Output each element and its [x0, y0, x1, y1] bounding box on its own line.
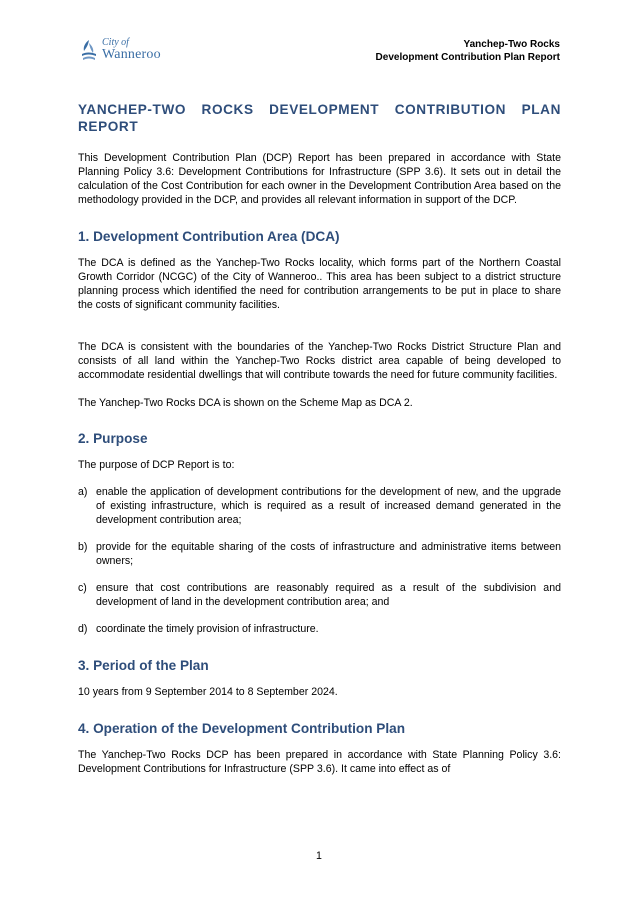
city-logo-mark-icon [80, 39, 98, 63]
list-item-marker: a) [78, 486, 88, 498]
page-number: 1 [316, 850, 322, 862]
list-item-text: provide for the equitable sharing of the costs of infrastructure and administrative items between owners; [96, 541, 561, 567]
section-2-heading: 2. Purpose [78, 431, 148, 446]
header-line-1: Yanchep-Two Rocks [463, 39, 560, 50]
list-item-text: ensure that cost contributions are reasonably required as a result of the subdivision and development of land in the development contribution area; and [96, 582, 561, 608]
page-title: YANCHEP-TWO ROCKS DEVELOPMENT CONTRIBUTION PLAN REPORT [78, 102, 561, 134]
section-4-heading: 4. Operation of the Development Contribution Plan [78, 721, 406, 736]
list-item [78, 540, 561, 568]
section-1-paragraph-3: The Yanchep-Two Rocks DCA is shown on the Scheme Map as DCA 2. [78, 397, 413, 409]
section-1-paragraph-2: The DCA is consistent with the boundaries of the Yanchep-Two Rocks District Structure Plan and consists of all land within the Yanchep-Two Rocks district area capable of being developed to accommodate residential dwellings that will contribute towards the need for future community facilities. [78, 341, 561, 381]
section-4-paragraph: The Yanchep-Two Rocks DCP has been prepared in accordance with State Planning Policy 3.6: Development Contributions for Infrastructure (SPP 3.6). It came into effect as of [78, 749, 561, 775]
section-3-heading: 3. Period of the Plan [78, 658, 209, 673]
list-item [78, 581, 561, 609]
city-logo [80, 38, 190, 64]
section-2-lead: The purpose of DCP Report is to: [78, 459, 235, 471]
list-item-text: coordinate the timely provision of infrastructure. [96, 623, 319, 635]
list-item-marker: c) [78, 582, 87, 594]
section-1-paragraph-1: The DCA is defined as the Yanchep-Two Rocks locality, which forms part of the Northern Coastal Growth Corridor (NCGC) of the City of Wanneroo.. This area has been subject to a district structure planning process which identified the need for contribution arrangements to be put in place to share the costs of significant community facilities. [78, 257, 561, 311]
logo-wanneroo-text: Wanneroo [102, 47, 161, 62]
document-body [78, 101, 561, 776]
intro-paragraph: This Development Contribution Plan (DCP) Report has been prepared in accordance with State Planning Policy 3.6: Development Contributions for Infrastructure (SPP 3.6). It sets out in detail the calculation of the Cost Contribution for each owner in the Development Contribution Area based on the methodology provided in the DCP, and provides all relevant information in support of the DCP. [78, 152, 561, 206]
list-item-marker: b) [78, 541, 88, 553]
list-item [78, 485, 561, 527]
list-item-text: enable the application of development contributions for the development of new, and the upgrade of existing infrastructure, which is required as a result of increased demand generated in the development contribution area; [96, 486, 561, 526]
list-item [78, 622, 561, 636]
section-1-heading: 1. Development Contribution Area (DCA) [78, 229, 340, 244]
logo-city-text: City of [102, 37, 129, 48]
header-line-2: Development Contribution Plan Report [375, 52, 560, 63]
running-header [376, 38, 560, 64]
section-3-paragraph: 10 years from 9 September 2014 to 8 September 2024. [78, 686, 338, 698]
list-item-marker: d) [78, 623, 88, 635]
